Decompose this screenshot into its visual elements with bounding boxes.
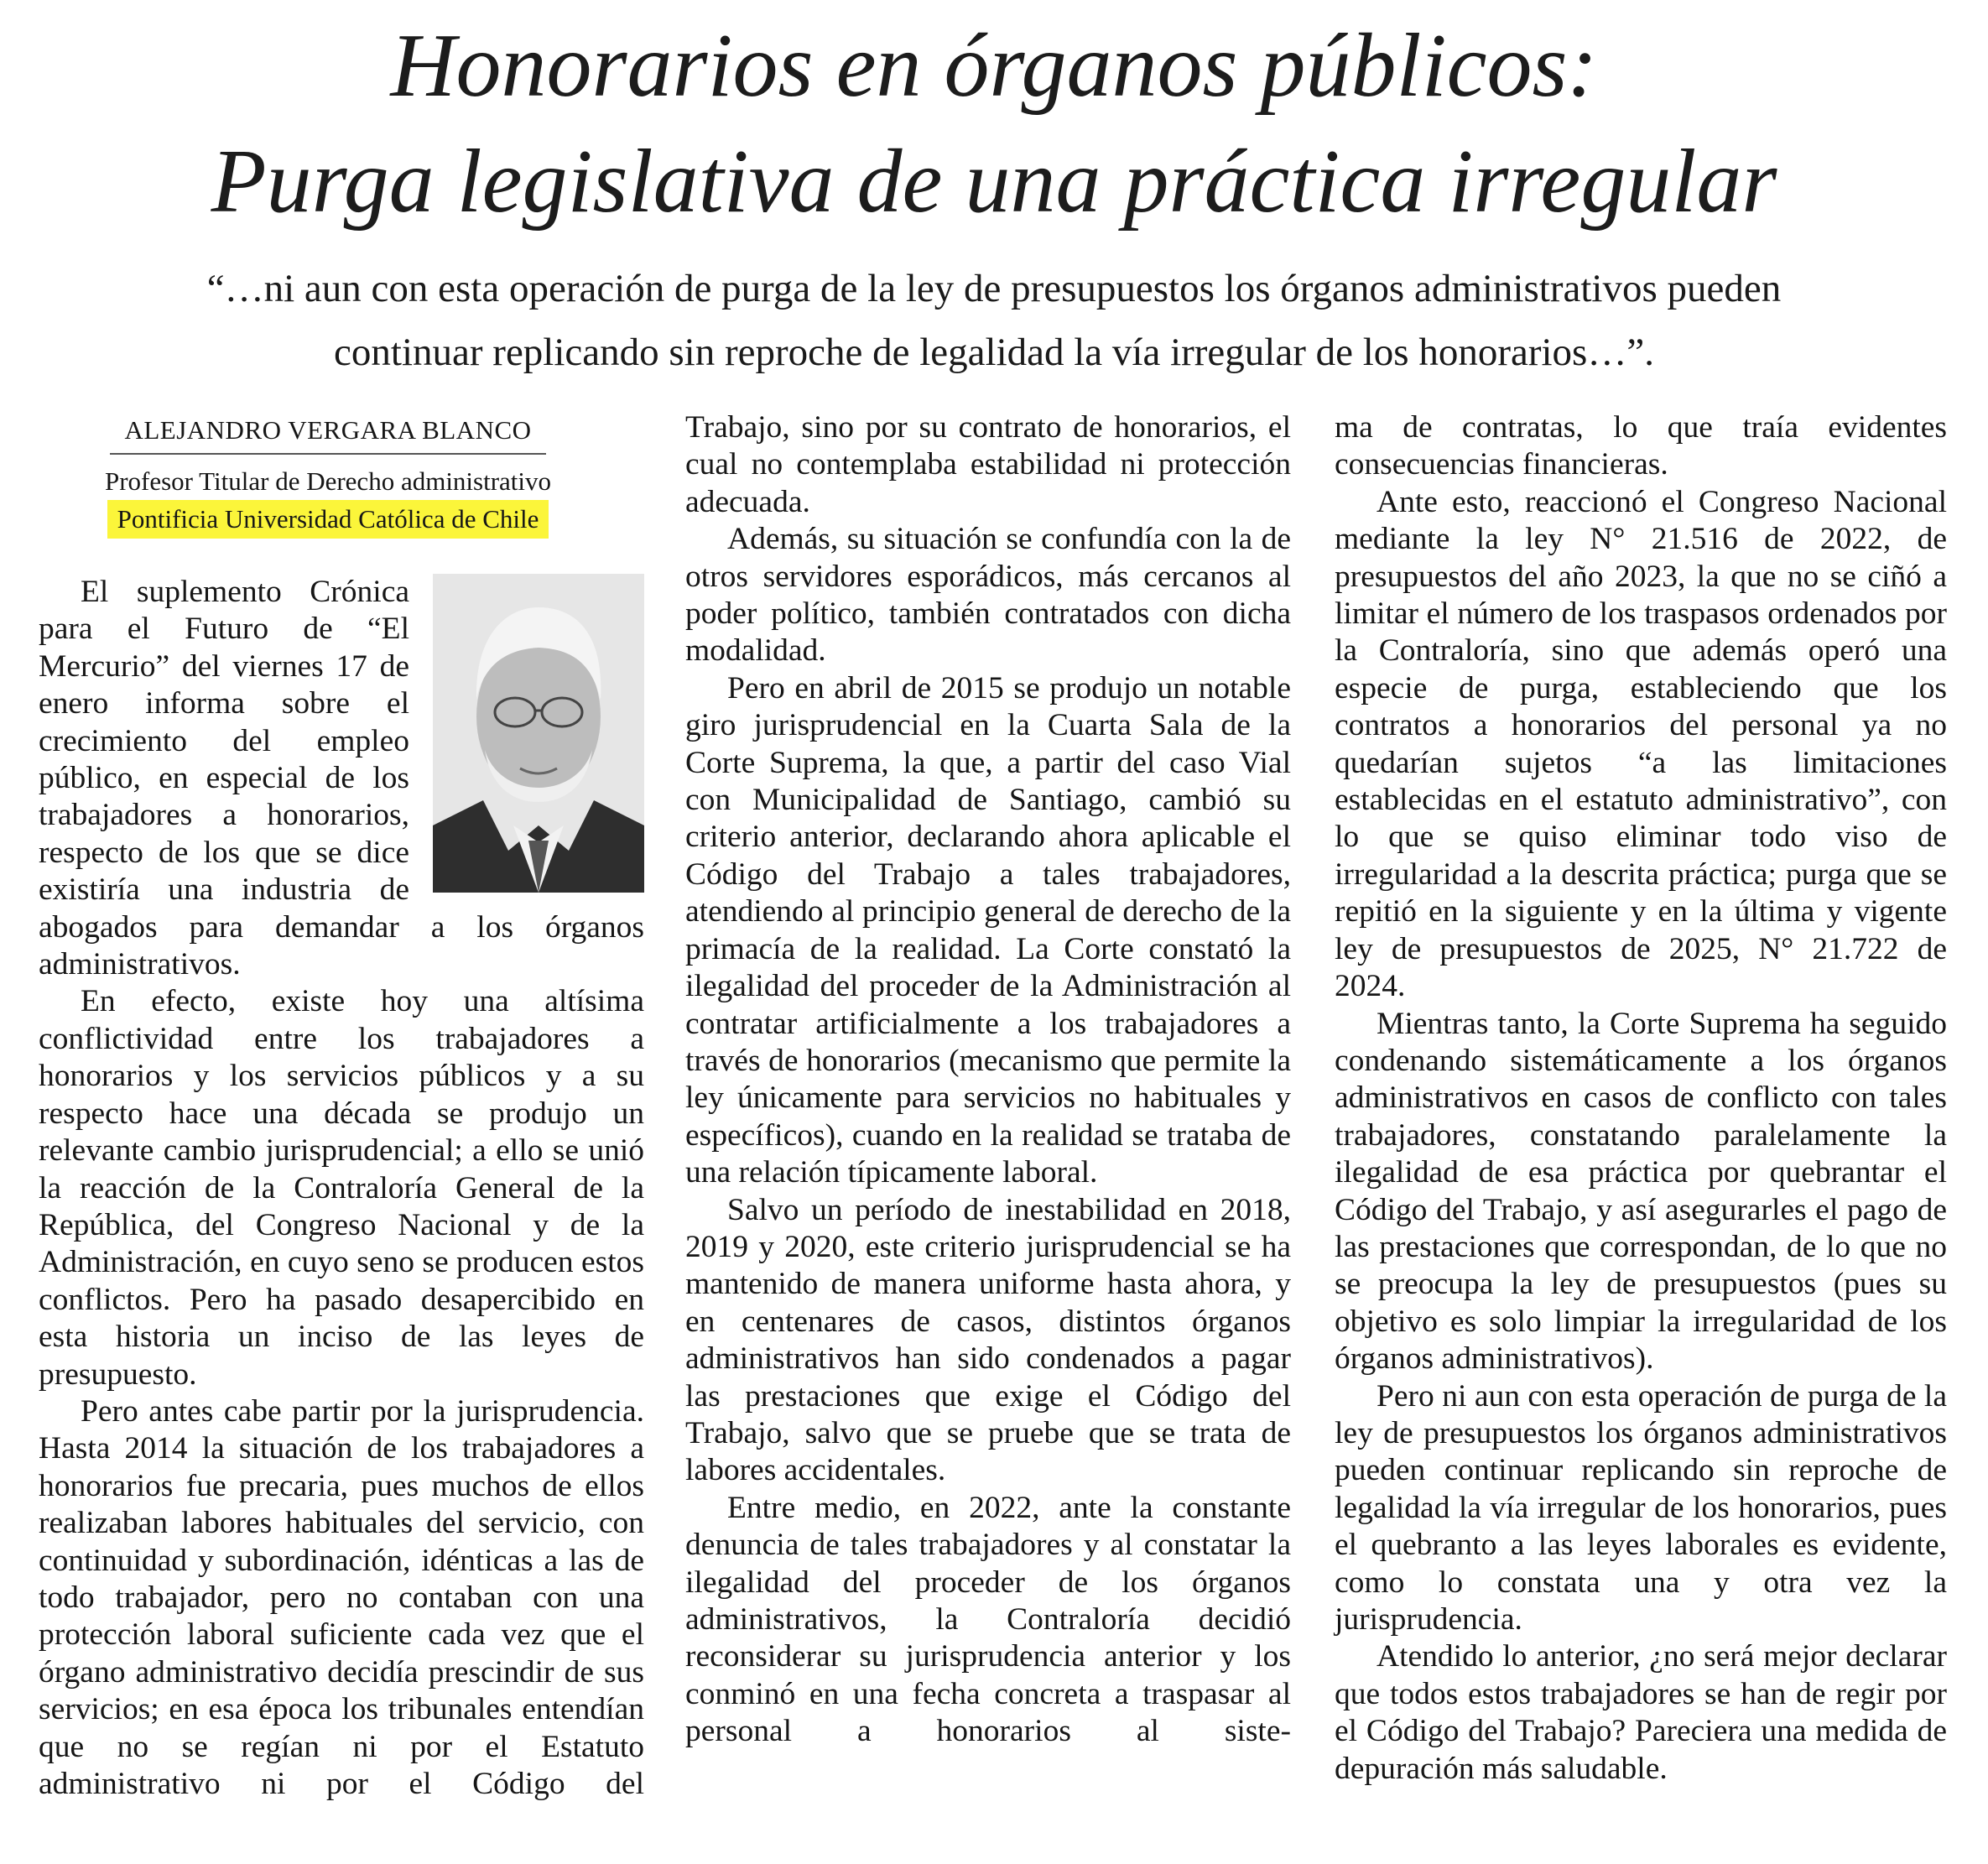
pull-quote-line-2: continuar replicando sin reproche de legalidad la vía irregular de los honorarios…”. [334, 331, 1654, 374]
headline-line-1: Honorarios en órganos públicos: [390, 16, 1598, 116]
article-column-2 [685, 409, 1291, 1751]
headline-line-2: Purga legislativa de una práctica irregular [211, 132, 1777, 232]
author-name: ALEJANDRO VERGARA BLANCO [110, 409, 546, 455]
author-affiliation: Pontificia Universidad Católica de Chile [107, 500, 549, 539]
paragraph-9: Mientras tanto, la Corte Suprema ha seguido condenando sistemáticamente a los órganos administrativos en casos de conflicto con tales trabajadores, constatando paralelamente la ilegalidad de esa práctica por quebrantar el Código del Trabajo, y así asegurarles el pago de las prestaciones que correspondan, de lo que no se preocupa la ley de presupuestos (pues su objetivo es solo limpiar la irregularidad de los órganos administrativos). [1335, 1006, 1947, 1377]
paragraph-8: Ante esto, reaccionó el Congreso Nacional mediante la ley N° 21.516 de 2022, de presupuestos del año 2023, la que no se ciñó a limitar el número de los traspasos ordenados por la Contraloría, sino que además operó una especie de purga, estableciendo que los contratos a honorarios del personal ya no quedarían sujetos “a las limitaciones establecidas en el estatuto administrativo”, con lo que se quiso eliminar todo viso de irregularidad a la descrita práctica; purga que se repitió en la siguiente y en la última y vigente ley de presupuestos de 2025, N° 21.722 de 2024. [1335, 484, 1947, 1004]
paragraph-11: Atendido lo anterior, ¿no será mejor declarar que todos estos trabajadores se han de regir por el Código del Trabajo? Pareciera una medida de depuración más saludable. [1335, 1639, 1947, 1786]
headline [0, 8, 1988, 240]
paragraph-3-part-1: Pero antes cabe partir por la jurisprudencia. Hasta 2014 la situación de los trabajadores a honorarios fue precaria, pues muchos de ellos realizaban labores habituales del servicio, con continuidad y subordinación, idénticas a las de todo trabajador, pero no contaban con una protección laboral suficiente cada vez que el órgano administrativo decidía prescindir de sus servicios; en esa época los tribunales entendían que no se regían ni por el Estatuto administrativo ni por el Código del [39, 1393, 644, 1801]
pull-quote [34, 257, 1954, 384]
author-role: Profesor Titular de Derecho administrativo [104, 466, 552, 496]
paragraph-5: Pero en abril de 2015 se produjo un notable giro jurisprudencial en la Cuarta Sala de la Corte Suprema, la que, a partir del caso Vial con Municipalidad de Santiago, cambió su criterio anterior, declarando ahora aplicable el Código del Trabajo a tales trabajadores, atendiendo al principio general de derecho de la primacía de la realidad. La Corte constató la ilegalidad del proceder de la Administración al contratar artificialmente a los trabajadores a través de honorarios (mecanismo que permite la ley únicamente para servicios no habituales y específicos), cuando en la realidad se trataba de una relación típicamente laboral. [685, 670, 1291, 1190]
paragraph-3-part-2: Trabajo, sino por su contrato de honorarios, el cual no contemplaba estabilidad ni protección adecuada. [685, 410, 1291, 519]
paragraph-4: Además, su situación se confundía con la de otros servidores esporádicos, más cercanos al poder político, también contratados con dicha modalidad. [685, 522, 1291, 669]
paragraph-6: Salvo un período de inestabilidad en 2018, 2019 y 2020, este criterio jurisprudencial se ha mantenido de manera uniforme hasta ahora, y en centenares de casos, distintos órganos administrativos han sido condenados a pagar las prestaciones que exige el Código del Trabajo, salvo que se pruebe que se trata de labores accidentales. [685, 1192, 1291, 1488]
article-column-1 [39, 409, 644, 1803]
portrait-graphic [433, 574, 644, 893]
paragraph-7-part-1: Entre medio, en 2022, ante la constante denuncia de tales trabajadores y al constatar la ilegalidad del proceder de los órganos administrativos, la Contraloría decidió reconsiderar su jurisprudencia anterior y los conminó en una fecha concreta a traspasar al personal a honorarios al siste- [685, 1490, 1291, 1749]
paragraph-1: El suplemento Crónica para el Futuro de “El Mercurio” del viernes 17 de enero informa sobre el crecimiento del empleo público, en especial de los trabajadores a honorarios, respecto de los que se dice existiría una industria de abogados para demandar a los órganos administrativos. [39, 575, 644, 982]
paragraph-7-part-2: ma de contratas, lo que traía evidentes consecuencias financieras. [1335, 410, 1947, 482]
paragraph-10: Pero ni aun con esta operación de purga de la ley de presupuestos los órganos administrativos pueden continuar replicando sin reproche de legalidad la vía irregular de los honorarios, pues el quebranto a las leyes laborales es evidente, como lo constata una y otra vez la jurisprudencia. [1335, 1378, 1947, 1637]
paragraph-2: En efecto, existe hoy una altísima conflictividad entre los trabajadores a honorarios y los servicios públicos y a su respecto hace una década se produjo un relevante cambio jurisprudencial; a ello se unió la reacción de la Contraloría General de la República, del Congreso Nacional y de la Administración, en cuyo seno se producen estos conflictos. Pero ha pasado desapercibido en esta historia un inciso de las leyes de presupuesto. [39, 984, 644, 1392]
pull-quote-line-1: “…ni aun con esta operación de purga de la ley de presupuestos los órganos administrativos pueden [206, 267, 1782, 310]
byline [39, 409, 644, 574]
article-column-3 [1335, 409, 1947, 1788]
author-portrait-icon [433, 574, 644, 893]
